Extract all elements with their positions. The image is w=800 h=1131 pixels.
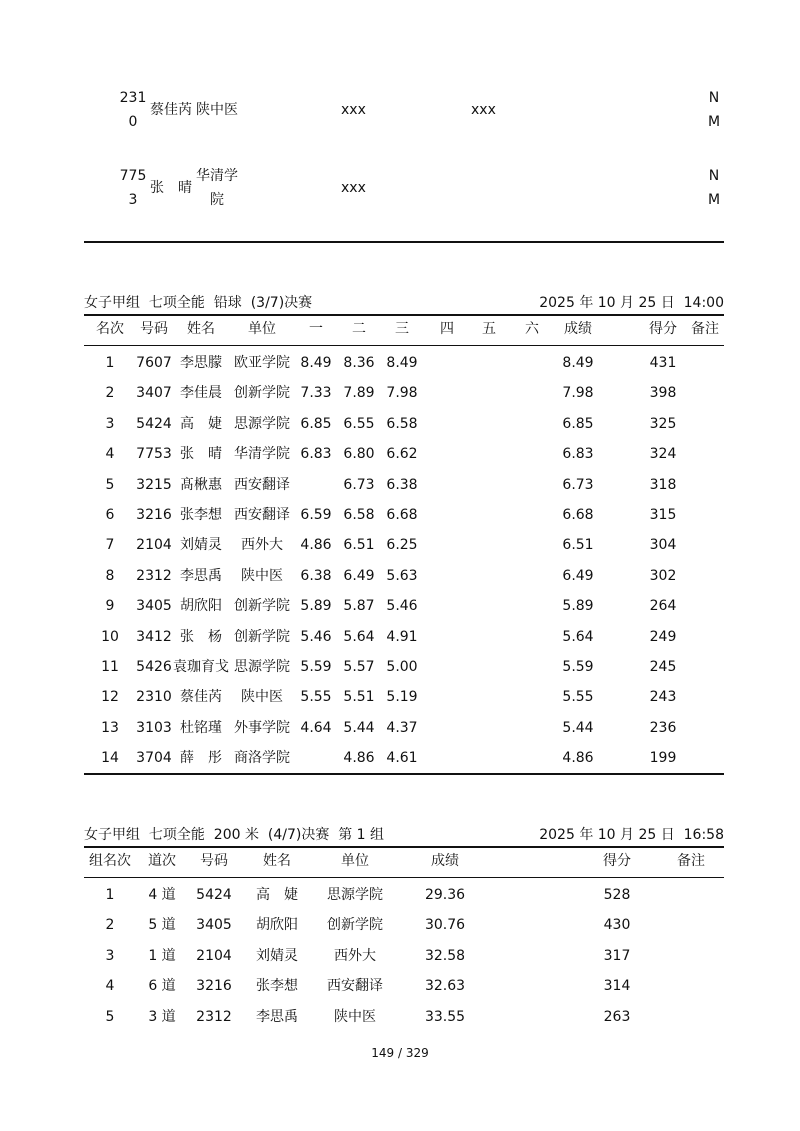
attempt-3-cell: 8.49 [386,355,418,371]
top-row-mark: N M [707,90,721,130]
attempt-1-cell: 6.59 [300,507,332,523]
top-row-attempt: xxx [471,102,496,118]
name-cell: 刘婧灵 [180,537,222,554]
rank-cell: 10 [101,628,119,645]
unit-cell: 华清学院 [234,446,290,463]
section-title: 女子甲组 七项全能 200 米 (4/7)决赛 第 1 组 [84,827,385,843]
column-header: 姓名 [187,321,215,337]
attempt-2-cell: 4.86 [343,750,375,767]
divider [84,345,724,346]
attempt-2-cell: 5.44 [343,719,375,736]
points-cell: 243 [649,689,677,706]
result-cell: 5.44 [562,719,594,736]
unit-cell: 陕中医 [241,567,283,584]
rank-cell: 8 [105,567,115,584]
unit-cell: 陕中医 [334,1008,376,1025]
result-cell: 6.51 [562,537,594,554]
table-row [84,561,724,591]
column-header: 五 [482,321,496,337]
unit-cell: 思源学院 [327,887,383,903]
column-header: 六 [525,321,539,337]
number-cell: 2104 [196,947,232,964]
number-cell: 7753 [136,446,172,463]
column-header: 三 [395,321,409,337]
rank-cell: 9 [105,598,115,615]
unit-cell: 创新学院 [327,917,383,934]
attempt-2-cell: 6.49 [343,567,375,584]
table-row [84,652,724,682]
points-cell: 314 [603,978,631,995]
name-cell: 杜铭瑾 [180,719,222,736]
column-header: 道次 [148,853,176,869]
top-row-attempt: xxx [341,180,366,196]
attempt-2-cell: 5.64 [343,628,375,645]
points-cell: 302 [649,567,677,584]
points-cell: 430 [603,917,631,934]
number-cell: 3407 [136,385,172,402]
name-cell: 髙楸惠 [180,476,222,493]
points-cell: 318 [649,476,677,493]
number-cell: 3103 [136,719,172,736]
name-cell: 薛 彤 [180,750,222,767]
attempt-2-cell: 5.87 [343,598,375,615]
top-row-name: 蔡佳芮 [150,102,192,118]
attempt-3-cell: 6.38 [386,476,418,493]
points-cell: 315 [649,507,677,523]
result-cell: 5.59 [562,659,594,675]
attempt-3-cell: 5.46 [386,598,418,615]
name-cell: 张 晴 [180,446,222,463]
attempt-3-cell: 6.58 [386,415,418,432]
number-cell: 3215 [136,476,172,493]
unit-cell: 西外大 [334,947,376,964]
table-row [84,348,724,378]
table-row [84,910,724,940]
attempt-1-cell: 5.89 [300,598,332,615]
column-header: 得分 [649,321,677,337]
number-cell: 2310 [136,689,172,706]
rank-cell: 13 [101,719,119,736]
attempt-2-cell: 8.36 [343,355,375,371]
name-cell: 胡欣阳 [256,917,298,934]
group-rank-cell: 4 [105,978,115,995]
unit-cell: 西安翻译 [327,978,383,995]
result-cell: 32.63 [424,978,466,995]
points-cell: 398 [649,385,677,402]
name-cell: 刘婧灵 [256,947,298,964]
table-header [84,314,724,344]
number-cell: 3704 [136,750,172,767]
section-title: 女子甲组 七项全能 铅球 (3/7)决赛 [84,295,313,311]
section-datetime: 2025 年 10 月 25 日 16:58 [539,827,724,843]
attempt-3-cell: 6.62 [386,446,418,463]
attempt-2-cell: 6.55 [343,415,375,432]
attempt-3-cell: 5.00 [386,659,418,675]
result-cell: 33.55 [424,1008,466,1025]
top-row-name: 张 晴 [150,180,192,196]
attempt-2-cell: 5.57 [343,659,375,675]
number-cell: 3405 [136,598,172,615]
unit-cell: 西安翻译 [234,476,290,493]
table-row [84,682,724,712]
attempt-1-cell: 5.46 [300,628,332,645]
number-cell: 2312 [196,1008,232,1025]
attempt-3-cell: 6.25 [386,537,418,554]
attempt-1-cell: 8.49 [300,355,332,371]
unit-cell: 外事学院 [234,719,290,736]
top-row-number: 775 3 [119,168,147,208]
rank-cell: 11 [101,659,119,675]
attempt-3-cell: 6.68 [386,507,418,523]
result-cell: 7.98 [562,385,594,402]
table-row [84,591,724,621]
rank-cell: 7 [105,537,115,554]
name-cell: 张 杨 [180,628,222,645]
rank-cell: 14 [101,750,119,767]
table-row [84,880,724,910]
number-cell: 5424 [196,887,232,903]
attempt-1-cell: 6.83 [300,446,332,463]
table-row [84,743,724,773]
lane-cell: 3 道 [148,1008,176,1025]
attempt-2-cell: 6.58 [343,507,375,523]
name-cell: 张李想 [256,978,298,995]
attempt-1-cell: 6.85 [300,415,332,432]
column-header: 成绩 [564,321,592,337]
rank-cell: 1 [105,355,115,371]
unit-cell: 创新学院 [234,385,290,402]
attempt-1-cell: 7.33 [300,385,332,402]
table-row [84,971,724,1001]
unit-cell: 欧亚学院 [234,355,290,371]
name-cell: 李思禹 [180,567,222,584]
result-cell: 5.64 [562,628,594,645]
top-row-mark: N M [707,168,721,208]
attempt-2-cell: 6.51 [343,537,375,554]
table-row [84,378,724,408]
divider [84,241,724,243]
attempt-1-cell: 6.38 [300,567,332,584]
points-cell: 199 [649,750,677,767]
number-cell: 3412 [136,628,172,645]
number-cell: 3216 [136,507,172,523]
divider [84,773,724,775]
column-header: 单位 [341,853,369,869]
rank-cell: 4 [105,446,115,463]
top-row-number: 231 0 [119,90,147,130]
rank-cell: 6 [105,507,115,523]
rank-cell: 5 [105,476,115,493]
name-cell: 张李想 [180,507,222,523]
number-cell: 3405 [196,917,232,934]
lane-cell: 4 道 [148,887,176,903]
column-header: 备注 [677,853,705,869]
column-header: 姓名 [263,853,291,869]
result-cell: 6.85 [562,415,594,432]
name-cell: 李佳晨 [180,385,222,402]
number-cell: 7607 [136,355,172,371]
attempt-2-cell: 6.80 [343,446,375,463]
unit-cell: 商洛学院 [234,750,290,767]
column-header: 备注 [691,321,719,337]
column-header: 四 [440,321,454,337]
number-cell: 2104 [136,537,172,554]
rank-cell: 3 [105,415,115,432]
lane-cell: 1 道 [148,947,176,964]
group-rank-cell: 1 [105,887,115,903]
unit-cell: 陕中医 [241,689,283,706]
points-cell: 324 [649,446,677,463]
table-header [84,846,724,876]
top-row-attempt: xxx [341,102,366,118]
unit-cell: 创新学院 [234,628,290,645]
number-cell: 3216 [196,978,232,995]
attempt-3-cell: 4.91 [386,628,418,645]
column-header: 组名次 [89,853,131,869]
result-cell: 30.76 [424,917,466,934]
result-cell: 29.36 [424,887,466,903]
result-cell: 5.89 [562,598,594,615]
group-rank-cell: 3 [105,947,115,964]
name-cell: 高 婕 [256,887,298,903]
unit-cell: 创新学院 [234,598,290,615]
column-header: 号码 [200,853,228,869]
points-cell: 236 [649,719,677,736]
result-cell: 6.73 [562,476,594,493]
table-row [84,470,724,500]
result-cell: 5.55 [562,689,594,706]
table-row [84,530,724,560]
unit-cell: 西安翻译 [234,507,290,523]
number-cell: 5424 [136,415,172,432]
attempt-3-cell: 5.19 [386,689,418,706]
name-cell: 高 婕 [180,415,222,432]
attempt-1-cell: 5.59 [300,659,332,675]
number-cell: 2312 [136,567,172,584]
result-cell: 6.49 [562,567,594,584]
attempt-2-cell: 5.51 [343,689,375,706]
result-cell: 32.58 [424,947,466,964]
number-cell: 5426 [136,659,172,675]
points-cell: 304 [649,537,677,554]
group-rank-cell: 5 [105,1008,115,1025]
attempt-3-cell: 5.63 [386,567,418,584]
attempt-1-cell: 5.55 [300,689,332,706]
result-cell: 8.49 [562,355,594,371]
points-cell: 431 [649,355,677,371]
points-cell: 528 [603,887,631,903]
attempt-2-cell: 6.73 [343,476,375,493]
column-header: 一 [309,321,323,337]
points-cell: 325 [649,415,677,432]
table-row [84,713,724,743]
group-rank-cell: 2 [105,917,115,934]
table-row [84,409,724,439]
page-number: 149 / 329 [371,1046,429,1060]
points-cell: 264 [649,598,677,615]
attempt-1-cell: 4.86 [300,537,332,554]
column-header: 号码 [140,321,168,337]
result-cell: 4.86 [562,750,594,767]
name-cell: 胡欣阳 [180,598,222,615]
attempt-2-cell: 7.89 [343,385,375,402]
table-row [84,500,724,530]
lane-cell: 5 道 [148,917,176,934]
table-row [84,439,724,469]
rank-cell: 2 [105,385,115,402]
column-header: 单位 [248,321,276,337]
name-cell: 蔡佳芮 [180,689,222,706]
result-cell: 6.68 [562,507,594,523]
points-cell: 263 [603,1008,631,1025]
column-header: 成绩 [431,853,459,869]
lane-cell: 6 道 [148,978,176,995]
top-row-unit: 华清学 院 [196,168,238,208]
table-row [84,622,724,652]
table-row [84,941,724,971]
unit-cell: 西外大 [241,537,283,554]
name-cell: 袁珈育戈 [173,659,229,675]
attempt-3-cell: 7.98 [386,385,418,402]
table-row [84,1002,724,1032]
attempt-3-cell: 4.61 [386,750,418,767]
result-cell: 6.83 [562,446,594,463]
top-row-unit: 陕中医 [196,102,238,118]
name-cell: 李思朦 [180,355,222,371]
points-cell: 249 [649,628,677,645]
divider [84,877,724,878]
attempt-1-cell: 4.64 [300,719,332,736]
unit-cell: 思源学院 [234,659,290,675]
column-header: 二 [352,321,366,337]
column-header: 名次 [96,321,124,337]
column-header: 得分 [603,853,631,869]
attempt-3-cell: 4.37 [386,719,418,736]
points-cell: 245 [649,659,677,675]
points-cell: 317 [603,947,631,964]
rank-cell: 12 [101,689,119,706]
name-cell: 李思禹 [256,1008,298,1025]
section-datetime: 2025 年 10 月 25 日 14:00 [539,295,724,311]
unit-cell: 思源学院 [234,415,290,432]
